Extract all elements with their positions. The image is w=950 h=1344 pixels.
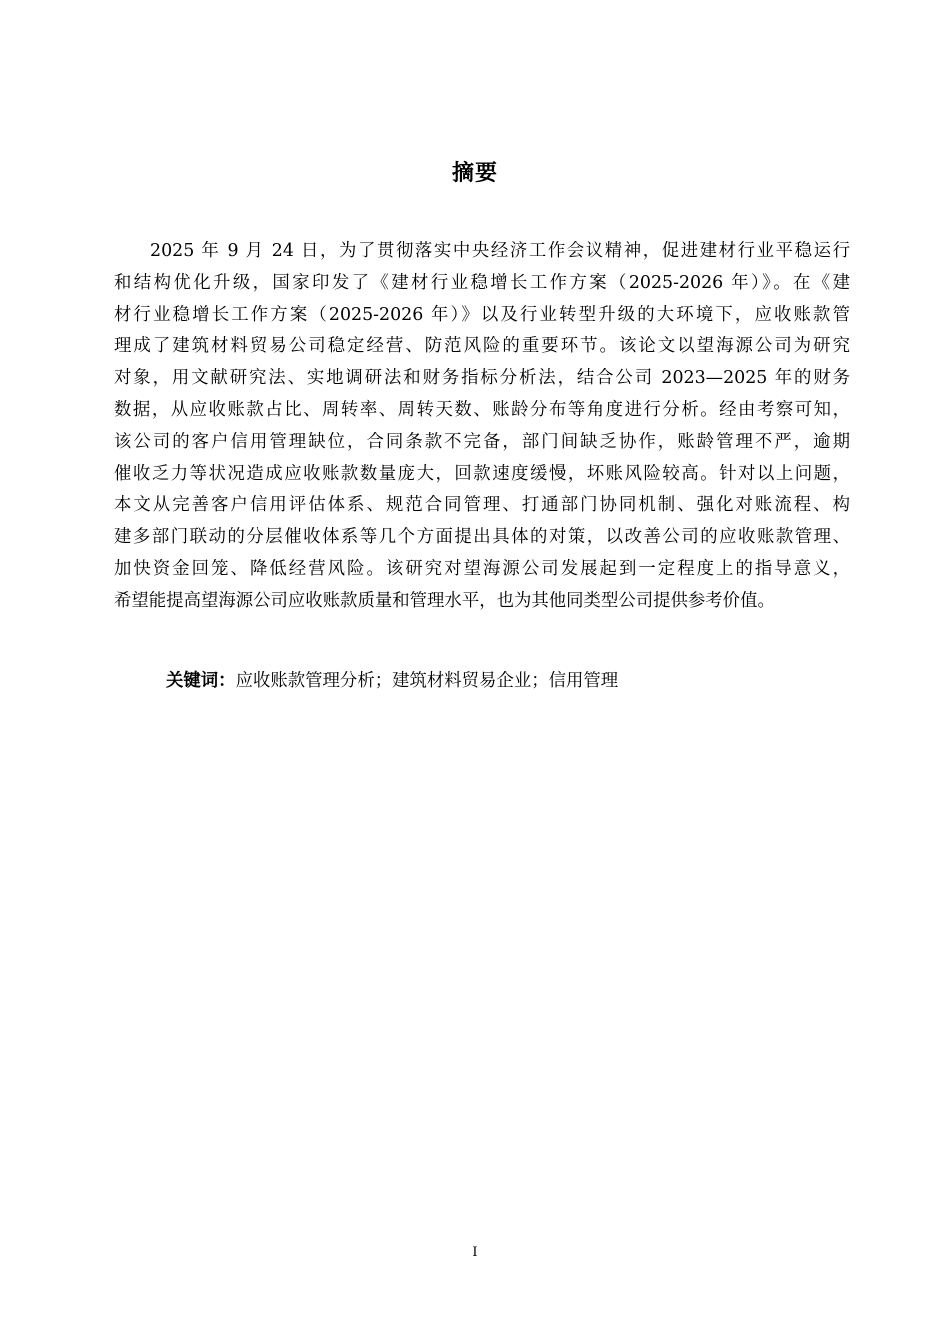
abstract-line: 建多部门联动的分层催收体系等几个方面提出具体的对策，以改善公司的应收账款管理、 <box>114 527 850 548</box>
page-number: I <box>472 1245 478 1260</box>
keywords-text: 应收账款管理分析；建筑材料贸易企业；信用管理 <box>235 671 619 691</box>
abstract-line: 理成了建筑材料贸易公司稳定经营、防范风险的重要环节。该论文以望海源公司为研究 <box>114 336 850 357</box>
abstract-line: 数据，从应收账款占比、周转率、周转天数、账龄分布等角度进行分析。经由考察可知， <box>114 399 850 420</box>
abstract-line: 和结构优化升级，国家印发了《建材行业稳增长工作方案（2025-2026 年）》。在《建 <box>114 272 850 293</box>
abstract-line: 本文从完善客户信用评估体系、规范合同管理、打通部门协同机制、强化对账流程、构 <box>114 495 850 516</box>
keywords-line <box>166 665 618 697</box>
abstract-body <box>114 236 850 618</box>
abstract-line: 催收乏力等状况造成应收账款数量庞大，回款速度缓慢，坏账风险较高。针对以上问题， <box>114 463 850 484</box>
abstract-title: 摘要 <box>451 161 498 186</box>
abstract-line: 希望能提高望海源公司应收账款质量和管理水平，也为其他同类型公司提供参考价值。 <box>114 590 775 611</box>
abstract-line: 该公司的客户信用管理缺位，合同条款不完备，部门间缺乏协作，账龄管理不严，逾期 <box>114 431 850 452</box>
keywords-label: 关键词： <box>166 671 236 691</box>
abstract-line: 材行业稳增长工作方案（2025-2026 年）》以及行业转型升级的大环境下，应收账款管 <box>114 304 850 325</box>
abstract-line: 加快资金回笼、降低经营风险。该研究对望海源公司发展起到一定程度上的指导意义， <box>114 558 850 579</box>
abstract-line: 对象，用文献研究法、实地调研法和财务指标分析法，结合公司 2023—2025 年的财务 <box>114 368 850 389</box>
abstract-line: 2025 年 9 月 24 日，为了贯彻落实中央经济工作会议精神，促进建材行业平稳运行 <box>150 241 850 261</box>
